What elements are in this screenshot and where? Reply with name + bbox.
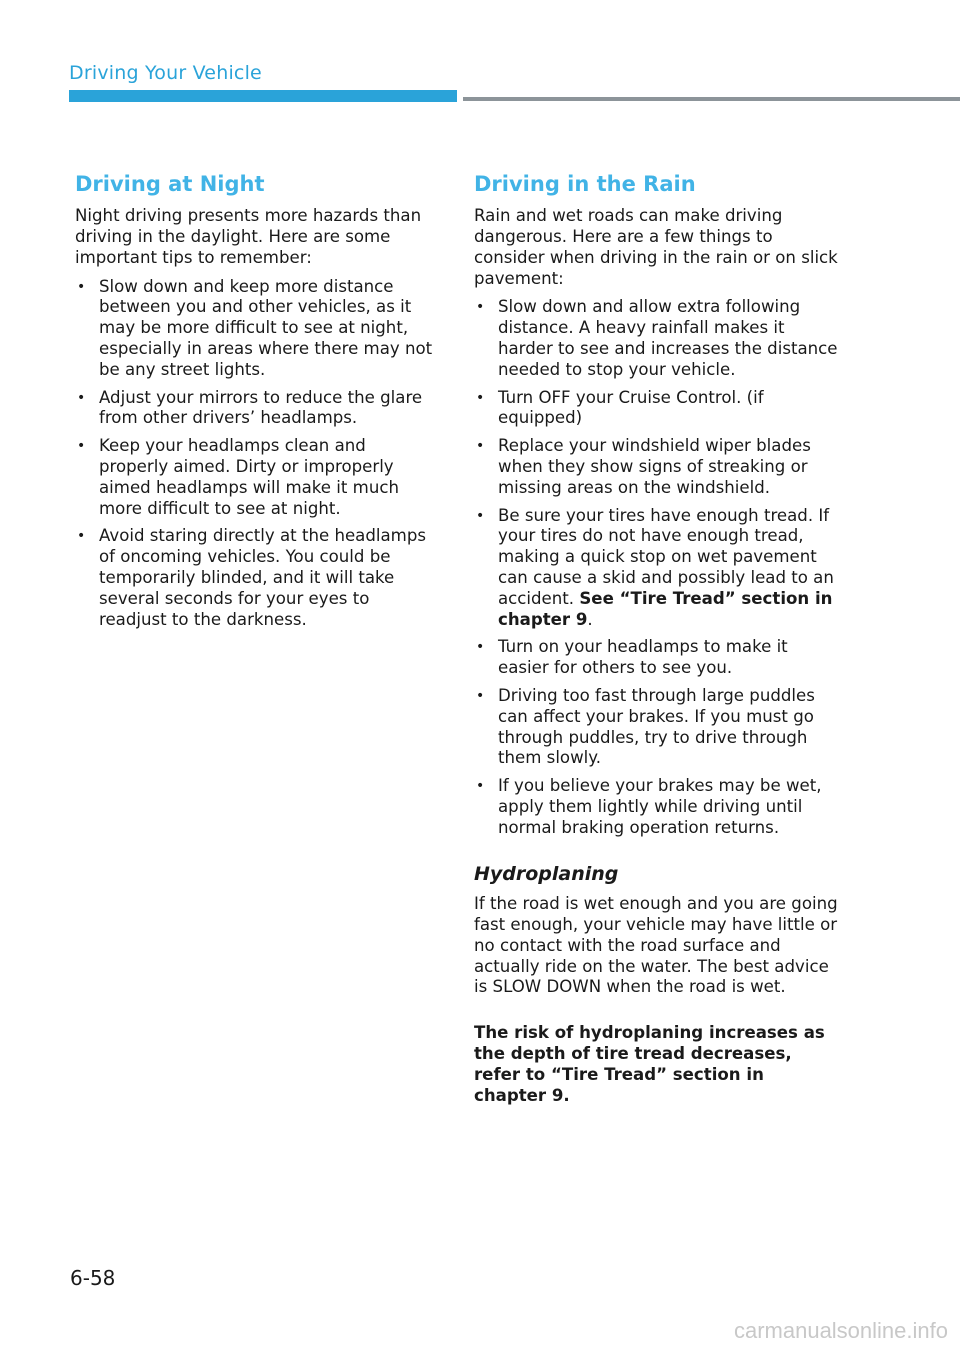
heading-hydroplaning: Hydroplaning	[474, 862, 619, 885]
list-item	[474, 297, 839, 380]
hydroplaning-text: If the road is wet enough and you are going fast enough, your vehicle may have little or no contact with the road surface and actually ride on the water. The best advice is SLOW DOWN when the road is wet.	[474, 894, 838, 997]
list-item-text: Slow down and keep more distance between you and other vehicles, as it may be more difficult to see at night, especially in areas where there may not be any street lights.	[99, 276, 433, 379]
list-item	[474, 506, 839, 631]
left-column	[75, 172, 440, 637]
tire-tread-reference-end: .	[587, 609, 593, 629]
list-item-text: Replace your windshield wiper blades when they show signs of streaking or missing areas on the windshield.	[498, 436, 811, 497]
rain-tips-list	[474, 297, 839, 838]
bullet-icon: •	[77, 389, 86, 406]
bullet-icon: •	[476, 438, 485, 455]
bullet-icon: •	[476, 778, 485, 795]
list-item	[474, 637, 839, 679]
hydroplaning-warning: The risk of hydroplaning increases as the depth of tire tread decreases, refer to “Tire Tread” section in chapter 9.	[474, 1023, 825, 1105]
list-item	[75, 436, 440, 519]
list-item	[75, 277, 440, 381]
heading-driving-in-rain: Driving in the Rain	[474, 172, 696, 196]
list-item	[474, 686, 839, 769]
list-item	[474, 436, 839, 498]
list-item-text: Turn OFF your Cruise Control. (if equipped)	[498, 387, 764, 428]
list-item-text: Turn on your headlamps to make it easier for others to see you.	[498, 637, 788, 678]
list-item-text: Be sure your tires have enough tread. If your tires do not have enough tread, making a quick stop on wet pavement can cause a skid and possibly lead to an accident.	[498, 505, 834, 608]
night-intro: Night driving presents more hazards than driving in the daylight. Here are some important tips to remember:	[75, 206, 422, 267]
list-item-text: If you believe your brakes may be wet, apply them lightly while driving until normal braking operation returns.	[498, 776, 822, 837]
header-accent-bar	[69, 90, 457, 102]
right-column	[474, 172, 839, 1106]
bullet-icon: •	[476, 389, 485, 406]
list-item-text: Avoid staring directly at the headlamps of oncoming vehicles. You could be temporarily blinded, and it will take several seconds for your eyes to readjust to the darkness.	[99, 526, 426, 629]
tire-tread-reference: See “Tire Tread” section in chapter 9	[498, 588, 833, 629]
bullet-icon: •	[476, 507, 485, 524]
list-item	[75, 388, 440, 430]
night-tips-list	[75, 277, 440, 631]
list-item	[75, 526, 440, 630]
section-title: Driving Your Vehicle	[69, 62, 262, 84]
bullet-icon: •	[476, 299, 485, 316]
header-rule	[463, 97, 960, 101]
bullet-icon: •	[77, 528, 86, 545]
heading-driving-at-night: Driving at Night	[75, 172, 265, 196]
list-item	[474, 388, 839, 430]
list-item-text: Adjust your mirrors to reduce the glare from other drivers’ headlamps.	[99, 387, 423, 428]
page-number: 6-58	[70, 1266, 116, 1290]
bullet-icon: •	[476, 687, 485, 704]
bullet-icon: •	[77, 438, 86, 455]
bullet-icon: •	[77, 278, 86, 295]
bullet-icon: •	[476, 639, 485, 656]
list-item-text: Keep your headlamps clean and properly aimed. Dirty or improperly aimed headlamps will make it much more difficult to see at night.	[99, 436, 400, 518]
watermark: carmanualsonline.info	[733, 1318, 948, 1343]
rain-intro: Rain and wet roads can make driving dangerous. Here are a few things to consider when driving in the rain or on slick pavement:	[474, 206, 838, 288]
list-item	[474, 776, 839, 838]
list-item-text: Driving too fast through large puddles can affect your brakes. If you must go through puddles, try to drive through them slowly.	[498, 685, 815, 768]
list-item-text: Slow down and allow extra following distance. A heavy rainfall makes it harder to see and increases the distance needed to stop your vehicle.	[498, 297, 838, 379]
